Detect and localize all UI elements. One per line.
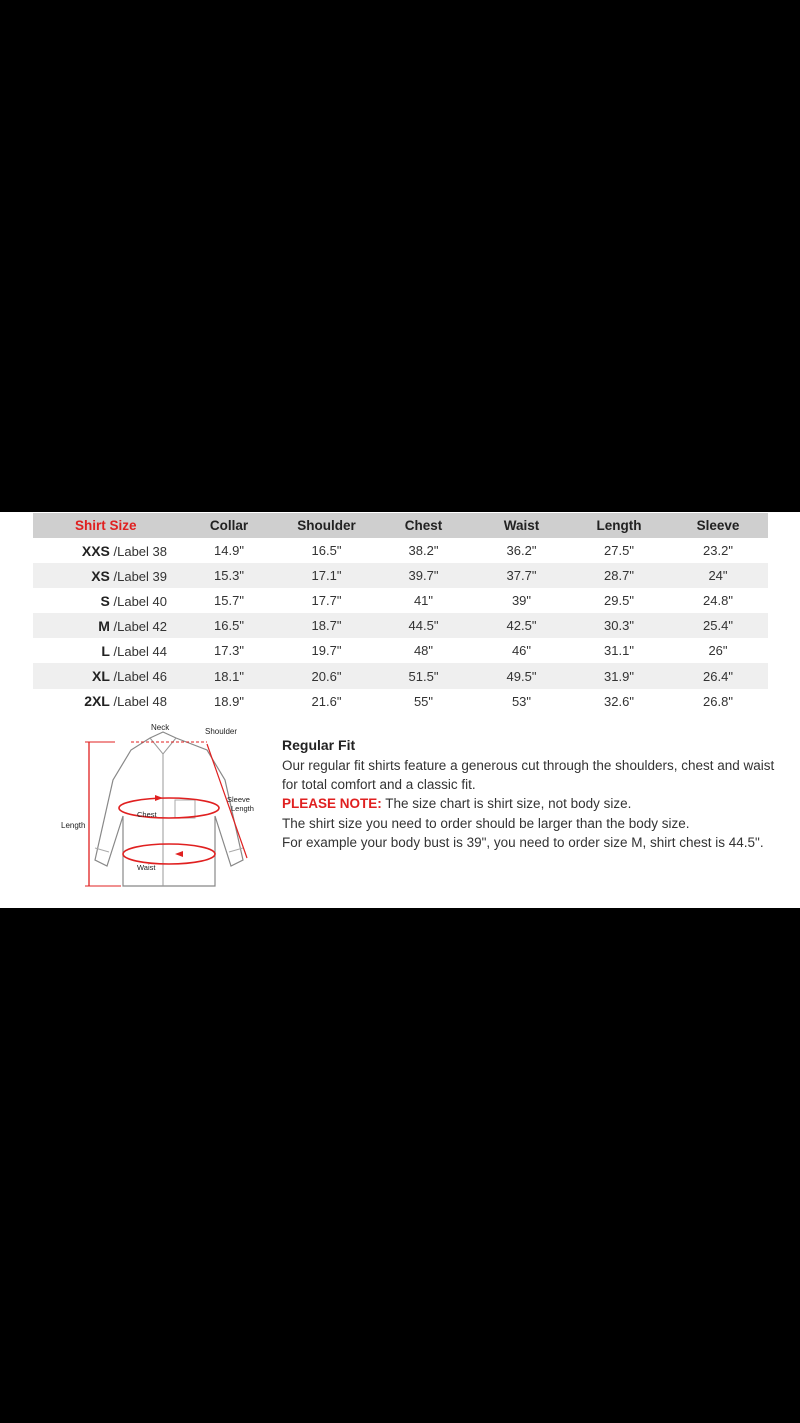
table-row	[33, 663, 768, 688]
table-row	[33, 689, 768, 714]
length-cell: 27.5"	[604, 543, 634, 559]
length-cell: 29.5"	[604, 593, 634, 609]
size-label: /Label 40	[113, 593, 167, 609]
chest-cell: 44.5"	[408, 618, 439, 634]
size-note-line3: For example your body bust is 39", you need to order size M, shirt chest is 44.5".	[282, 834, 764, 850]
sleeve-label-line2: Length	[231, 804, 254, 813]
chest-cell: 55"	[413, 693, 434, 709]
table-row	[33, 563, 768, 588]
waist-cell: 42.5"	[506, 618, 537, 634]
size-label: /Label 38	[113, 543, 167, 559]
header-length: Length	[596, 518, 642, 533]
sleeve-cell: 26.4"	[703, 668, 733, 684]
shoulder-cell: 17.1"	[311, 568, 342, 584]
collar-cell: 14.9"	[214, 543, 244, 559]
chest-cell: 39.7"	[408, 568, 439, 584]
chest-cell: 38.2"	[408, 543, 439, 559]
shoulder-cell: 20.6"	[311, 668, 342, 684]
shoulder-cell: 21.6"	[311, 693, 342, 709]
fit-body: Our regular fit shirts feature a generous cut through the shoulders, chest and waist for total comfort and a classic fit.	[282, 758, 775, 793]
chest-cell: 48"	[413, 643, 434, 659]
length-label: Length	[61, 821, 86, 830]
table-header-row	[33, 513, 768, 538]
size-code: L	[101, 642, 110, 659]
waist-measure-ellipse	[123, 844, 215, 864]
size-cell	[33, 638, 179, 663]
header-shoulder: Shoulder	[297, 518, 356, 533]
shoulder-label: Shoulder	[205, 727, 238, 736]
note-text: The size chart is shirt size, not body size.	[381, 796, 632, 812]
collar-cell: 18.1"	[214, 668, 244, 684]
size-label: /Label 46	[113, 669, 167, 685]
sleeve-cell: 26"	[708, 643, 728, 659]
chest-cell: 41"	[413, 593, 434, 609]
size-label: /Label 42	[113, 618, 167, 634]
shoulder-cell: 16.5"	[311, 543, 342, 559]
shirt-pocket	[175, 800, 195, 818]
size-note	[282, 794, 782, 813]
fit-description	[282, 737, 782, 852]
waist-cell: 53"	[511, 693, 532, 709]
size-label: /Label 39	[113, 568, 167, 584]
size-code: M	[98, 617, 110, 634]
collar-cell: 15.3"	[214, 568, 244, 584]
size-cell	[33, 689, 179, 714]
header-chest: Chest	[404, 518, 443, 533]
shirt-measurement-diagram	[55, 720, 270, 892]
collar-cell: 15.7"	[214, 593, 244, 609]
length-cell: 32.6"	[604, 693, 634, 709]
sleeve-label-line1: Sleeve	[227, 795, 250, 804]
sleeve-cell: 25.4"	[703, 618, 733, 634]
length-cell: 30.3"	[604, 618, 634, 634]
size-code: 2XL	[84, 693, 110, 710]
waist-cell: 49.5"	[506, 668, 537, 684]
length-cell: 31.1"	[604, 643, 634, 659]
shirt-outline	[95, 732, 243, 886]
shoulder-cell: 17.7"	[311, 593, 342, 609]
size-code: XS	[91, 567, 110, 584]
waist-cell: 36.2"	[506, 543, 537, 559]
length-cell: 28.7"	[604, 568, 634, 584]
header-sleeve: Sleeve	[696, 518, 740, 533]
length-cell: 31.9"	[604, 668, 634, 684]
sleeve-cell: 26.8"	[703, 693, 733, 709]
header-waist: Waist	[503, 518, 540, 533]
sleeve-cell: 23.2"	[703, 543, 733, 559]
size-cell	[33, 588, 179, 613]
table-row	[33, 538, 768, 563]
neck-label: Neck	[151, 723, 170, 732]
size-note-line2: The shirt size you need to order should be larger than the body size.	[282, 815, 690, 831]
table-row	[33, 638, 768, 663]
waist-cell: 37.7"	[506, 568, 537, 584]
size-cell	[33, 563, 179, 588]
shoulder-cell: 18.7"	[311, 618, 342, 634]
collar-cell: 18.9"	[214, 693, 244, 709]
table-row	[33, 613, 768, 638]
chest-cell: 51.5"	[408, 668, 439, 684]
chest-label: Chest	[137, 810, 157, 819]
fit-title: Regular Fit	[282, 737, 356, 753]
collar-cell: 16.5"	[214, 618, 244, 634]
sleeve-cell: 24.8"	[703, 593, 733, 609]
waist-cell: 46"	[511, 643, 532, 659]
waist-label: Waist	[137, 863, 156, 872]
size-table	[33, 513, 768, 714]
chest-measure-ellipse	[119, 798, 219, 818]
collar-cell: 17.3"	[214, 643, 244, 659]
size-code: S	[100, 592, 110, 609]
note-label: PLEASE NOTE:	[282, 796, 382, 812]
size-cell	[33, 538, 179, 563]
size-code: XL	[91, 668, 110, 685]
sleeve-cell: 24"	[708, 568, 728, 584]
size-cell	[33, 663, 179, 688]
size-label: /Label 44	[113, 643, 167, 659]
size-cell	[33, 613, 179, 638]
table-row	[33, 588, 768, 613]
waist-cell: 39"	[511, 593, 532, 609]
header-shirt-size: Shirt Size	[75, 518, 137, 533]
size-label: /Label 48	[113, 694, 167, 710]
size-code: XXS	[81, 542, 110, 559]
header-collar: Collar	[209, 518, 249, 533]
shoulder-cell: 19.7"	[311, 643, 342, 659]
shirt-diagram-svg	[55, 720, 270, 892]
size-chart-card	[0, 512, 800, 908]
